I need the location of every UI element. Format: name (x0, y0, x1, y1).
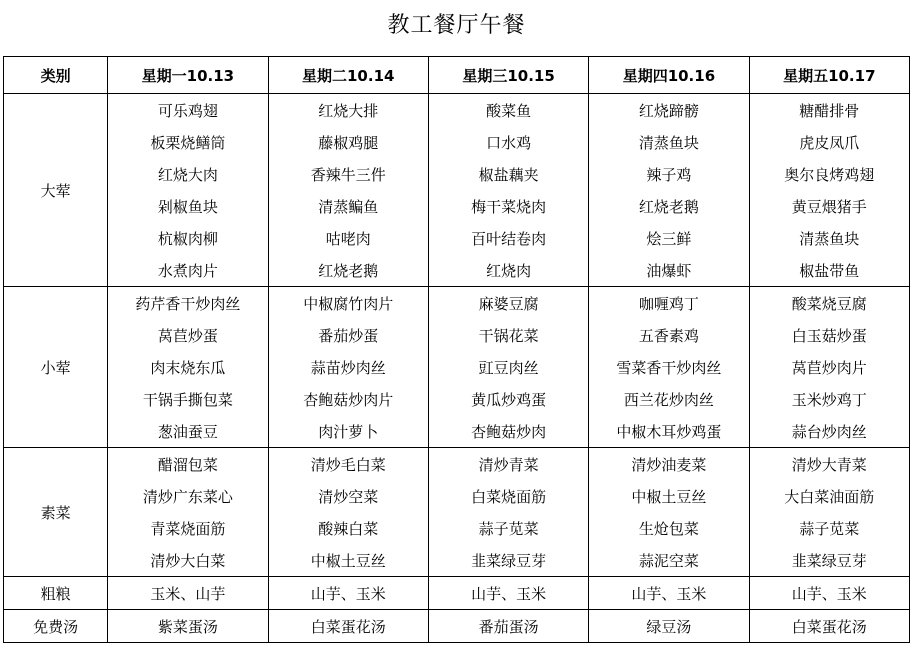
dish-cell: 藤椒鸡腿 (268, 126, 428, 158)
table-row (4, 415, 910, 448)
dish-cell: 清炒大青菜 (749, 448, 909, 481)
header-friday: 星期五10.17 (749, 57, 909, 94)
dish-cell: 黄瓜炒鸡蛋 (428, 383, 588, 415)
dish-cell: 蒜泥空菜 (589, 544, 749, 577)
dish-cell: 椒盐藕夹 (428, 158, 588, 190)
dish-cell: 西兰花炒肉丝 (589, 383, 749, 415)
menu-body (4, 94, 910, 643)
dish-cell: 椒盐带鱼 (749, 254, 909, 287)
dish-cell: 黄豆煨猪手 (749, 190, 909, 222)
dish-cell: 红烧大肉 (108, 158, 268, 190)
dish-cell: 山芋、玉米 (749, 577, 909, 610)
dish-cell: 蒜台炒肉丝 (749, 415, 909, 448)
dish-cell: 白玉菇炒蛋 (749, 319, 909, 351)
dish-cell: 番茄蛋汤 (428, 610, 588, 643)
category-cell: 免费汤 (4, 610, 108, 643)
dish-cell: 韭菜绿豆芽 (749, 544, 909, 577)
header-row (4, 57, 910, 94)
dish-cell: 清蒸鳊鱼 (268, 190, 428, 222)
dish-cell: 豇豆肉丝 (428, 351, 588, 383)
category-cell: 素菜 (4, 448, 108, 577)
dish-cell: 梅干菜烧肉 (428, 190, 588, 222)
dish-cell: 白菜蛋花汤 (749, 610, 909, 643)
dish-cell: 奥尔良烤鸡翅 (749, 158, 909, 190)
dish-cell: 蒜苗炒肉丝 (268, 351, 428, 383)
category-cell: 大荤 (4, 94, 108, 287)
dish-cell: 杭椒肉柳 (108, 222, 268, 254)
dish-cell: 杏鲍菇炒肉片 (268, 383, 428, 415)
dish-cell: 酸辣白菜 (268, 512, 428, 544)
dish-cell: 红烧老鹅 (268, 254, 428, 287)
dish-cell: 雪菜香干炒肉丝 (589, 351, 749, 383)
dish-cell: 清炒油麦菜 (589, 448, 749, 481)
dish-cell: 韭菜绿豆芽 (428, 544, 588, 577)
dish-cell: 白菜烧面筋 (428, 480, 588, 512)
table-row (4, 158, 910, 190)
dish-cell: 水煮肉片 (108, 254, 268, 287)
dish-cell: 蒜子苋菜 (428, 512, 588, 544)
table-row (4, 319, 910, 351)
dish-cell: 清炒青菜 (428, 448, 588, 481)
dish-cell: 中椒土豆丝 (589, 480, 749, 512)
table-row (4, 577, 910, 610)
dish-cell: 葱油蚕豆 (108, 415, 268, 448)
dish-cell: 药芹香干炒肉丝 (108, 287, 268, 320)
header-monday: 星期一10.13 (108, 57, 268, 94)
dish-cell: 清炒空菜 (268, 480, 428, 512)
dish-cell: 清炒毛白菜 (268, 448, 428, 481)
table-row (4, 190, 910, 222)
menu-table (3, 56, 910, 643)
dish-cell: 山芋、玉米 (589, 577, 749, 610)
table-row (4, 254, 910, 287)
dish-cell: 山芋、玉米 (268, 577, 428, 610)
page-title: 教工餐厅午餐 (387, 13, 526, 38)
dish-cell: 辣子鸡 (589, 158, 749, 190)
header-tuesday: 星期二10.14 (268, 57, 428, 94)
header-category: 类别 (4, 57, 108, 94)
dish-cell: 大白菜油面筋 (749, 480, 909, 512)
dish-cell: 板栗烧鳝筒 (108, 126, 268, 158)
dish-cell: 玉米、山芋 (108, 577, 268, 610)
dish-cell: 生炝包菜 (589, 512, 749, 544)
dish-cell: 山芋、玉米 (428, 577, 588, 610)
dish-cell: 绿豆汤 (589, 610, 749, 643)
dish-cell: 红烧蹄髈 (589, 94, 749, 127)
dish-cell: 咖喱鸡丁 (589, 287, 749, 320)
dish-cell: 清炒广东菜心 (108, 480, 268, 512)
header-thursday: 星期四10.16 (589, 57, 749, 94)
dish-cell: 可乐鸡翅 (108, 94, 268, 127)
dish-cell: 玉米炒鸡丁 (749, 383, 909, 415)
dish-cell: 红烧肉 (428, 254, 588, 287)
dish-cell: 蒜子苋菜 (749, 512, 909, 544)
table-row (4, 126, 910, 158)
dish-cell: 莴苣炒肉片 (749, 351, 909, 383)
dish-cell: 干锅手撕包菜 (108, 383, 268, 415)
dish-cell: 中椒木耳炒鸡蛋 (589, 415, 749, 448)
dish-cell: 干锅花菜 (428, 319, 588, 351)
dish-cell: 肉末烧东瓜 (108, 351, 268, 383)
dish-cell: 糖醋排骨 (749, 94, 909, 127)
dish-cell: 五香素鸡 (589, 319, 749, 351)
dish-cell: 番茄炒蛋 (268, 319, 428, 351)
dish-cell: 清蒸鱼块 (589, 126, 749, 158)
dish-cell: 油爆虾 (589, 254, 749, 287)
dish-cell: 中椒土豆丝 (268, 544, 428, 577)
table-row (4, 610, 910, 643)
dish-cell: 咕咾肉 (268, 222, 428, 254)
dish-cell: 烩三鲜 (589, 222, 749, 254)
table-row (4, 448, 910, 481)
dish-cell: 香辣牛三件 (268, 158, 428, 190)
header-wednesday: 星期三10.15 (428, 57, 588, 94)
dish-cell: 麻婆豆腐 (428, 287, 588, 320)
table-row (4, 222, 910, 254)
dish-cell: 清炒大白菜 (108, 544, 268, 577)
dish-cell: 红烧老鹅 (589, 190, 749, 222)
table-row (4, 512, 910, 544)
table-row (4, 544, 910, 577)
table-row (4, 480, 910, 512)
category-cell: 粗粮 (4, 577, 108, 610)
table-row (4, 94, 910, 127)
dish-cell: 青菜烧面筋 (108, 512, 268, 544)
dish-cell: 清蒸鱼块 (749, 222, 909, 254)
dish-cell: 红烧大排 (268, 94, 428, 127)
dish-cell: 莴苣炒蛋 (108, 319, 268, 351)
dish-cell: 肉汁萝卜 (268, 415, 428, 448)
dish-cell: 剁椒鱼块 (108, 190, 268, 222)
dish-cell: 白菜蛋花汤 (268, 610, 428, 643)
dish-cell: 紫菜蛋汤 (108, 610, 268, 643)
category-cell: 小荤 (4, 287, 108, 448)
dish-cell: 酸菜烧豆腐 (749, 287, 909, 320)
table-row (4, 383, 910, 415)
dish-cell: 酸菜鱼 (428, 94, 588, 127)
dish-cell: 醋溜包菜 (108, 448, 268, 481)
dish-cell: 中椒腐竹肉片 (268, 287, 428, 320)
table-row (4, 287, 910, 320)
dish-cell: 口水鸡 (428, 126, 588, 158)
dish-cell: 杏鲍菇炒肉 (428, 415, 588, 448)
dish-cell: 百叶结卷肉 (428, 222, 588, 254)
dish-cell: 虎皮凤爪 (749, 126, 909, 158)
table-row (4, 351, 910, 383)
